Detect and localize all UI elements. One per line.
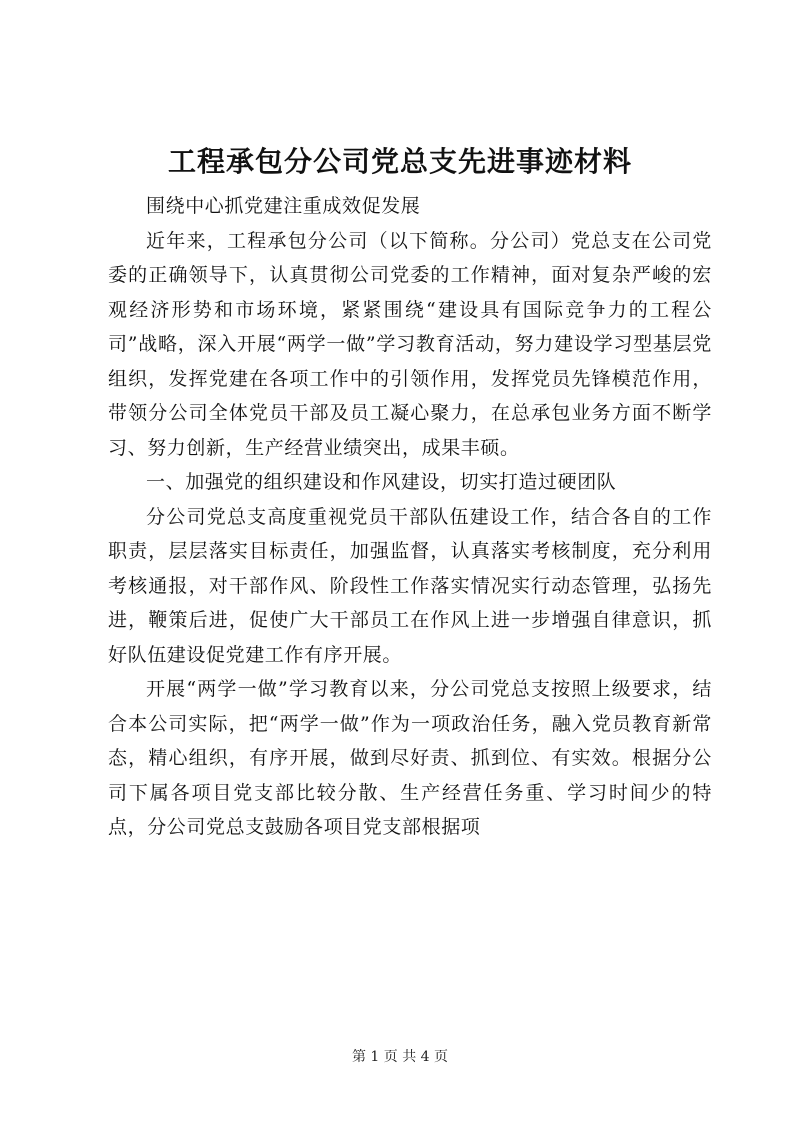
document-title: 工程承包分公司党总支先进事迹材料 [167, 145, 632, 178]
paragraph-subtitle: 围绕中心抓党建注重成效促发展 [146, 195, 421, 217]
document-body [108, 189, 712, 845]
section-heading-1: 一、加强党的组织建设和作风建设，切实打造过硬团队 [146, 471, 617, 493]
paragraph-section-1: 分公司党总支高度重视党员干部队伍建设工作，结合各自的工作职责，层层落实目标责任，加强监督，认真落实考核制度，充分利用考核通报，对干部作风、阶段性工作落实情况实行动态管理，弘扬先进，鞭策后进，促使广大干部员工在作风上进一步增强自律意识，抓好队伍建设促党建工作有序开展。 [108, 505, 712, 666]
paragraph-study-campaign: 开展“两学一做”学习教育以来，分公司党总支按照上级要求，结合本公司实际，把“两学一做”作为一项政治任务，融入党员教育新常态，精心组织，有序开展，做到尽好责、抓到位、有实效。根据分公司下属各项目党支部比较分散、生产经营任务重、学习时间少的特点，分公司党总支鼓励各项目党支部根据项 [108, 678, 712, 838]
paragraph-intro: 近年来，工程承包分公司（以下简称。分公司）党总支在公司党委的正确领导下，认真贯彻公司党委的工作精神，面对复杂严峻的宏观经济形势和市场环境，紧紧围绕“建设具有国际竞争力的工程公司”战略，深入开展“两学一做”学习教育活动，努力建设学习型基层党组织，发挥党建在各项工作中的引领作用，发挥党员先锋模范作用，带领分公司全体党员干部及员工凝心聚力，在总承包业务方面不断学习、努力创新，生产经营业绩突出，成果丰硕。 [108, 229, 712, 459]
page-number-footer: 第 1 页 共 4 页 [351, 1049, 449, 1065]
